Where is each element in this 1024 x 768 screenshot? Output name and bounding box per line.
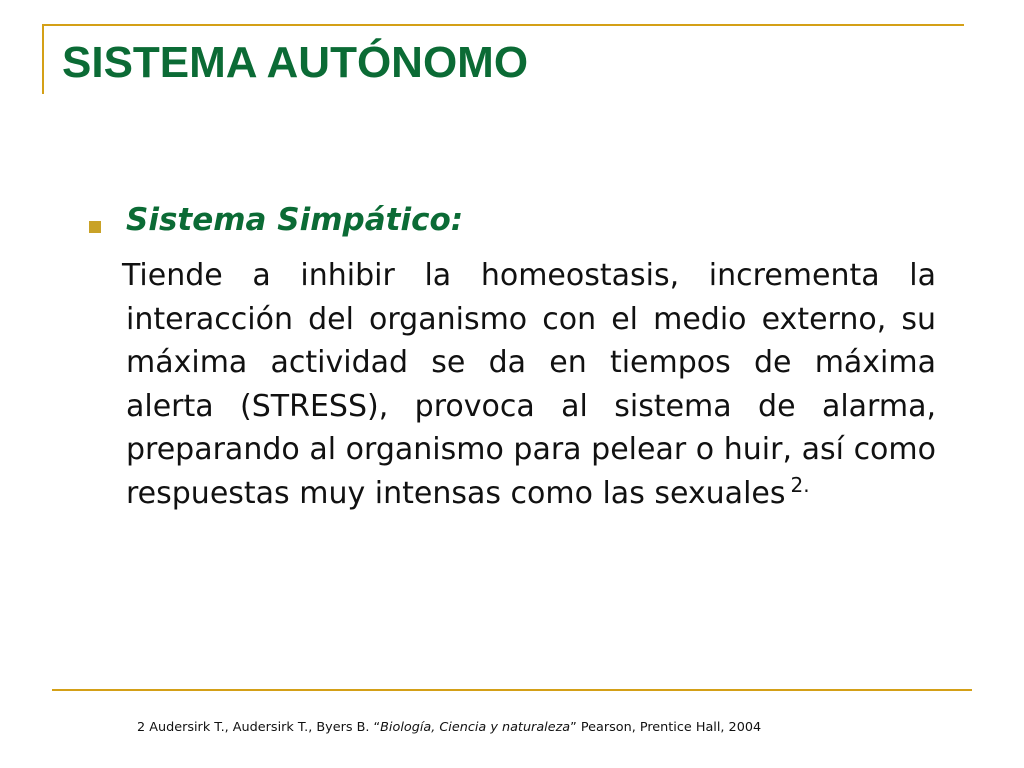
body-paragraph xyxy=(122,254,936,515)
top-accent-line xyxy=(42,24,964,26)
left-accent-line xyxy=(42,24,44,94)
bottom-accent-line xyxy=(52,689,972,691)
slide-title: SISTEMA AUTÓNOMO xyxy=(62,38,529,87)
footnote-book-title: Biología, Ciencia y naturaleza xyxy=(380,720,571,735)
footnote-suffix: ” Pearson, Prentice Hall, 2004 xyxy=(570,720,762,735)
footnote-reference: 2. xyxy=(790,472,810,497)
square-bullet-icon xyxy=(89,221,101,233)
body-text: Tiende a inhibir la homeostasis, incrementa la interacción del organismo con el medio externo, su máxima actividad se da en tiempos de máxima alerta (STRESS), provoca al sistema de alarma, preparando al organismo para pelear o huir, así como respuestas muy intensas como las sexuales xyxy=(122,258,936,511)
subheading: Sistema Simpático: xyxy=(126,202,464,238)
footnote-prefix: 2 Audersirk T., Audersirk T., Byers B. “ xyxy=(137,720,381,735)
footnote xyxy=(137,720,761,735)
